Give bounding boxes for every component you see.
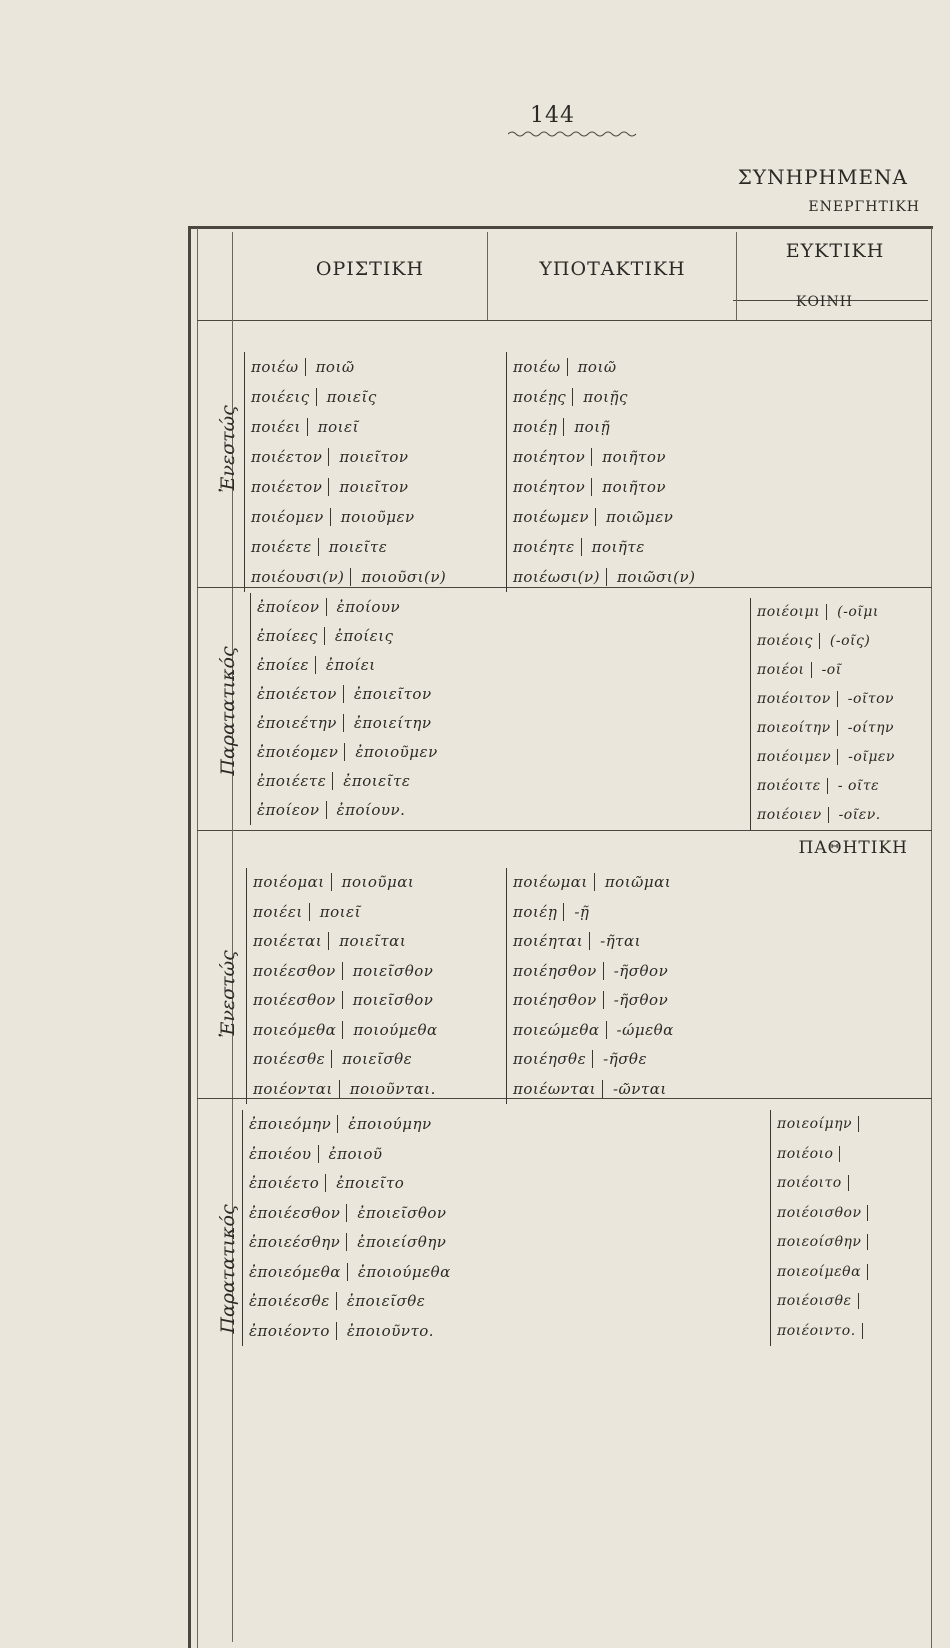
form-row: ποιέομεν ποιοῦμεν bbox=[244, 502, 446, 532]
form-row: ἐποίεον ἐποίουν bbox=[250, 593, 438, 622]
form-row: ποιέῃ ποιῇ bbox=[506, 412, 695, 442]
form-row: ποιέωμεν ποιῶμεν bbox=[506, 502, 695, 532]
column-header-indicative: ΟΡΙΣΤΙΚΗ bbox=[315, 258, 425, 280]
column-header-subjunctive: ΥΠΟΤΑΚΤΙΚΗ bbox=[539, 258, 686, 280]
form-row: ποιεώμεθα -ώμεθα bbox=[506, 1016, 674, 1046]
column-header-optative: ΕΥΚΤΙΚΗ bbox=[785, 240, 885, 262]
column-subheader-koine: ΚΟΙΝΗ bbox=[796, 294, 853, 310]
form-row: ποιέωνται -ῶνται bbox=[506, 1075, 674, 1105]
form-row: ποιέει ποιεῖ bbox=[246, 898, 438, 928]
form-row: ποιέηται -ῆται bbox=[506, 927, 674, 957]
form-row: ἐποιέετον ἐποιεῖτον bbox=[250, 680, 438, 709]
form-row: ἐποιέετο ἐποιεῖτο bbox=[242, 1169, 451, 1199]
form-row: ποιέεσθον ποιεῖσθον bbox=[246, 957, 438, 987]
row-label-passive-present: Ἐνεστώς bbox=[217, 950, 239, 1038]
form-row: ποιεοίσθην bbox=[770, 1228, 878, 1258]
form-row: ποιέῃς ποιῇς bbox=[506, 382, 695, 412]
active-imperfect-indicative bbox=[250, 593, 438, 825]
form-row: ποιέοιτον -οῖτον bbox=[750, 685, 895, 714]
active-optative bbox=[750, 598, 895, 830]
passive-imperfect-indicative bbox=[242, 1110, 451, 1346]
form-row: ποιέοιμι (-οῖμι bbox=[750, 598, 895, 627]
form-row: ἐποιέομεν ἐποιοῦμεν bbox=[250, 738, 438, 767]
active-present-indicative bbox=[244, 352, 446, 592]
form-row: ποιεόμεθα ποιούμεθα bbox=[246, 1016, 438, 1046]
sub-title: ΕΝΕΡΓΗΤΙΚΗ bbox=[808, 199, 920, 215]
form-row: ἐποιέεσθον ἐποιεῖσθον bbox=[242, 1199, 451, 1229]
form-row: ποιέησθον -ῆσθον bbox=[506, 986, 674, 1016]
form-row: ποιεοίμην bbox=[770, 1110, 878, 1140]
form-row: ποιέουσι(ν) ποιοῦσι(ν) bbox=[244, 562, 446, 592]
form-row: ἐποιέου ἐποιοῦ bbox=[242, 1140, 451, 1170]
section-title-passive: ΠΑΘΗΤΙΚΗ bbox=[798, 838, 908, 858]
form-row: ποιέετε ποιεῖτε bbox=[244, 532, 446, 562]
form-row: ποιέει ποιεῖ bbox=[244, 412, 446, 442]
form-row: ποιέω ποιῶ bbox=[506, 352, 695, 382]
form-row: ποιέοιο bbox=[770, 1140, 878, 1170]
form-row: ποιέοι -οῖ bbox=[750, 656, 895, 685]
form-row: ποιέετον ποιεῖτον bbox=[244, 442, 446, 472]
form-row: ποιέοιτο bbox=[770, 1169, 878, 1199]
form-row: ἐποιεέτην ἐποιείτην bbox=[250, 709, 438, 738]
form-row: ποιέομαι ποιοῦμαι bbox=[246, 868, 438, 898]
form-row: ποιέετον ποιεῖτον bbox=[244, 472, 446, 502]
form-row: ποιέεσθε ποιεῖσθε bbox=[246, 1045, 438, 1075]
form-row: ποιέῃ -ῇ bbox=[506, 898, 674, 928]
form-row: ποιεοίτην -οίτην bbox=[750, 714, 895, 743]
form-row: ἐποιεόμεθα ἐποιούμεθα bbox=[242, 1258, 451, 1288]
main-title: ΣΥΝΗΡΗΜΕΝΑ bbox=[737, 165, 908, 189]
form-row: ποιέοιντο. bbox=[770, 1317, 878, 1347]
passive-optative bbox=[770, 1110, 878, 1346]
form-row: ποιέησθε -ῆσθε bbox=[506, 1045, 674, 1075]
form-row: ποιέεσθον ποιεῖσθον bbox=[246, 986, 438, 1016]
form-row: ποιέωμαι ποιῶμαι bbox=[506, 868, 674, 898]
form-row: ποιέω ποιῶ bbox=[244, 352, 446, 382]
form-row: ποιέητον ποιῆτον bbox=[506, 472, 695, 502]
row-label-passive-imperfect: Παρατατικός bbox=[217, 1204, 239, 1334]
form-row: ποιέοισθε bbox=[770, 1287, 878, 1317]
passive-present-subjunctive bbox=[506, 868, 674, 1104]
form-row: ἐποίεον ἐποίουν. bbox=[250, 796, 438, 825]
form-row: ἐποίεες ἐποίεις bbox=[250, 622, 438, 651]
form-row: ἐποιέοντο ἐποιοῦντο. bbox=[242, 1317, 451, 1347]
form-row: ποιέητε ποιῆτε bbox=[506, 532, 695, 562]
wavy-rule bbox=[508, 130, 638, 138]
form-row: ποιέητον ποιῆτον bbox=[506, 442, 695, 472]
form-row: ποιέοιεν -οῖεν. bbox=[750, 801, 895, 830]
active-present-subjunctive bbox=[506, 352, 695, 592]
form-row: ποιέονται ποιοῦνται. bbox=[246, 1075, 438, 1105]
page-number: 144 bbox=[530, 103, 575, 128]
form-row: ἐποιεόμην ἐποιούμην bbox=[242, 1110, 451, 1140]
form-row: ἐποιέεσθε ἐποιεῖσθε bbox=[242, 1287, 451, 1317]
form-row: ποιέοιτε - οῖτε bbox=[750, 772, 895, 801]
form-row: ποιέωσι(ν) ποιῶσι(ν) bbox=[506, 562, 695, 592]
form-row: ποιέοις (-οῖς) bbox=[750, 627, 895, 656]
passive-present-indicative bbox=[246, 868, 438, 1104]
row-label-active-present: Ἐνεστώς bbox=[217, 405, 239, 493]
form-row: ἐποιέετε ἐποιεῖτε bbox=[250, 767, 438, 796]
form-row: ποιεοίμεθα bbox=[770, 1258, 878, 1288]
form-row: ἐποίεε ἐποίει bbox=[250, 651, 438, 680]
form-row: ποιέοιμεν -οῖμεν bbox=[750, 743, 895, 772]
form-row: ἐποιεέσθην ἐποιείσθην bbox=[242, 1228, 451, 1258]
form-row: ποιέοισθον bbox=[770, 1199, 878, 1229]
form-row: ποιέησθον -ῆσθον bbox=[506, 957, 674, 987]
form-row: ποιέεις ποιεῖς bbox=[244, 382, 446, 412]
row-label-active-imperfect: Παρατατικός bbox=[217, 646, 239, 776]
form-row: ποιέεται ποιεῖται bbox=[246, 927, 438, 957]
